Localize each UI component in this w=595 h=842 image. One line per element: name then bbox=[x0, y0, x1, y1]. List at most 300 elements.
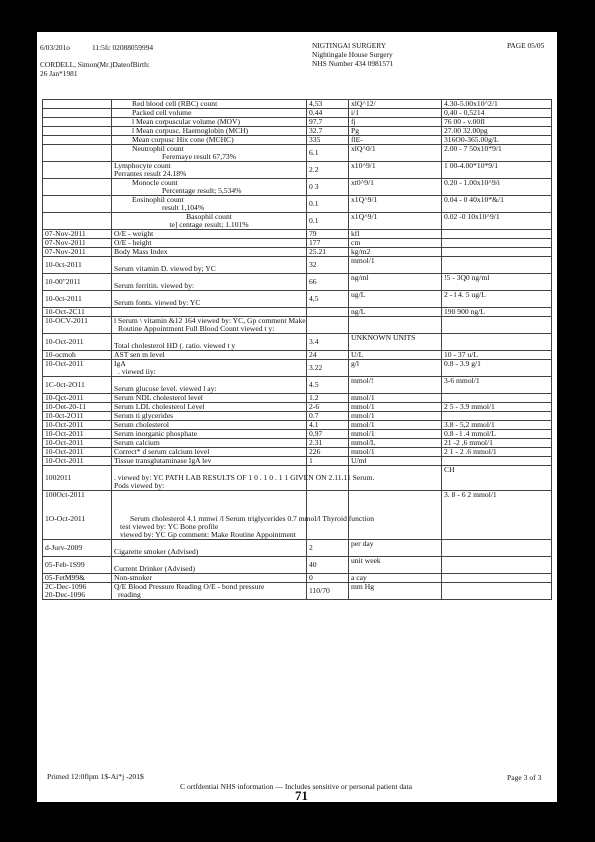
cell-text: cm bbox=[351, 238, 361, 247]
document-page bbox=[37, 32, 557, 802]
row-date bbox=[43, 317, 112, 334]
page-stamp: 71 bbox=[295, 788, 308, 803]
cell-text: 316O0-365.00g/L bbox=[444, 135, 499, 144]
row-date-text: 05-FetM99& bbox=[45, 573, 86, 582]
header-center bbox=[312, 41, 394, 68]
cell-text: 3. 8 - 6 2 mmol/1 bbox=[444, 490, 497, 499]
table-row bbox=[43, 466, 552, 491]
description-line: Eosinophil count bbox=[132, 195, 184, 204]
results-table bbox=[42, 99, 552, 600]
cell-text: xlQ^12/ bbox=[351, 99, 376, 108]
row-range bbox=[442, 291, 552, 308]
cell-text: !5 - 3Q0 ng/ml bbox=[444, 273, 490, 282]
table-row bbox=[43, 145, 552, 162]
description-line: Routine Appointment Full Blood Count viewed t y: bbox=[118, 324, 275, 333]
row-value bbox=[307, 583, 349, 600]
cell-text: mm Hg bbox=[351, 582, 374, 591]
row-description bbox=[112, 317, 307, 334]
description-line: Total cholesterol HD (. ratio. viewed t y bbox=[114, 341, 236, 350]
row-date-text: 1C-0ct-2O11 bbox=[45, 380, 85, 389]
row-value bbox=[307, 334, 349, 351]
table-row bbox=[43, 196, 552, 213]
description-line: Serum ferritin. viewed by: bbox=[114, 281, 195, 290]
row-description bbox=[112, 274, 307, 291]
cell-text: 66 bbox=[309, 277, 317, 286]
row-date-text: 10-0ct-2011 bbox=[45, 294, 82, 303]
row-range bbox=[442, 230, 552, 239]
description-line: Cigarette smoker (Advised) bbox=[114, 547, 199, 556]
description-line bbox=[114, 491, 304, 499]
row-description bbox=[112, 377, 307, 394]
row-date bbox=[43, 457, 112, 466]
cell-text: mmol/1 bbox=[351, 393, 375, 402]
table-row bbox=[43, 291, 552, 308]
description-line: Mean corpusc Hix cone (MCHC) bbox=[132, 135, 234, 144]
row-date-text: 07-Nov-2011 bbox=[45, 238, 86, 247]
description-line: Serum vitamin D. viewed by; YC bbox=[114, 264, 216, 273]
row-unit bbox=[349, 109, 442, 118]
cell-text: 79 bbox=[309, 229, 317, 238]
row-unit bbox=[349, 334, 442, 351]
row-description bbox=[112, 291, 307, 308]
row-description bbox=[112, 248, 307, 257]
row-unit bbox=[349, 377, 442, 394]
row-date bbox=[43, 360, 112, 377]
row-unit bbox=[349, 308, 442, 317]
description-line: Serum cholesterol 4.1 mmwi /l Serum triglycerides 0.7 mmol/l Thyroid function bbox=[130, 514, 375, 523]
cell-text: 2 1 - 2 .6 mmol/1 bbox=[444, 447, 497, 456]
cell-text: 2-6 bbox=[309, 402, 320, 411]
row-unit bbox=[349, 100, 442, 109]
row-unit bbox=[349, 583, 442, 600]
description-line: test viewed by: YC Bone profile bbox=[120, 522, 219, 531]
row-range bbox=[442, 466, 552, 491]
cell-text: 1 bbox=[309, 456, 313, 465]
row-unit bbox=[349, 230, 442, 239]
row-value bbox=[307, 317, 349, 334]
row-unit bbox=[349, 557, 442, 574]
row-date-text: 10-0ct-2O11 bbox=[45, 411, 84, 420]
cell-text: 0.8 - 3.9 g/1 bbox=[444, 359, 481, 368]
description-line: Body Mass Index bbox=[114, 247, 168, 256]
cell-text: 4.30-5.00x10^2/1 bbox=[444, 99, 498, 108]
row-description bbox=[112, 557, 307, 574]
cell-text: 2 5 - 3.9 mmol/1 bbox=[444, 402, 495, 411]
description-line: Current Drinker (Advised) bbox=[114, 564, 195, 573]
description-line: Serum NDL cholesterol level bbox=[114, 393, 203, 402]
cell-text: 3.8 - 5,2 mmol/1 bbox=[444, 420, 495, 429]
table-row bbox=[43, 491, 552, 540]
row-value bbox=[307, 274, 349, 291]
cell-text: 0.04 - 0 40x10*&/1 bbox=[444, 195, 504, 204]
row-value bbox=[307, 291, 349, 308]
row-date-text: 07-Nov-2011 bbox=[45, 247, 86, 256]
row-description bbox=[112, 145, 307, 162]
cell-text: 2 bbox=[309, 543, 313, 552]
row-range bbox=[442, 248, 552, 257]
cell-text: 21 -2 ,6 mmol/1 bbox=[444, 438, 493, 447]
row-date bbox=[43, 274, 112, 291]
cell-text: 4.5 bbox=[309, 380, 319, 389]
row-date-text: 10-Oct-2011 bbox=[45, 420, 84, 429]
row-description bbox=[112, 351, 307, 360]
description-line: Monocle count bbox=[132, 178, 178, 187]
row-date-text: 10-Oet-20-11 bbox=[45, 402, 87, 411]
row-date bbox=[43, 377, 112, 394]
cell-text: ug/L bbox=[351, 290, 366, 299]
cell-text: 226 bbox=[309, 447, 321, 456]
row-date-text: 10-Oct-2C11 bbox=[45, 307, 85, 316]
cell-text: 2.2 bbox=[309, 165, 319, 174]
cell-text: mmol/1 bbox=[351, 429, 375, 438]
row-range bbox=[442, 377, 552, 394]
row-date-text: 10-Oct-2011 bbox=[45, 438, 84, 447]
printed-timestamp: Primed 12:0flpm 1$-Ai*j -201$ bbox=[47, 772, 144, 781]
row-unit bbox=[349, 213, 442, 230]
cell-text: 4,5 bbox=[309, 294, 319, 303]
table-row bbox=[43, 257, 552, 274]
cell-text: 0.7 bbox=[309, 411, 319, 420]
description-line: l Mean corpuscular volume (MOV) bbox=[132, 117, 240, 126]
cell-text: 10 - 37 u/L bbox=[444, 350, 478, 359]
cell-text: 4,53 bbox=[309, 99, 323, 108]
row-date bbox=[43, 118, 112, 127]
cell-text: i/1 bbox=[351, 108, 360, 117]
row-date bbox=[43, 466, 112, 491]
row-date-text: 10-Oct-2011 bbox=[45, 456, 84, 465]
row-date bbox=[43, 491, 112, 540]
row-value bbox=[307, 213, 349, 230]
row-date bbox=[43, 136, 112, 145]
row-unit bbox=[349, 145, 442, 162]
table-row bbox=[43, 213, 552, 230]
row-date bbox=[43, 179, 112, 196]
cell-text: mmol/! bbox=[351, 376, 374, 385]
row-date bbox=[43, 196, 112, 213]
row-range bbox=[442, 540, 552, 557]
row-value bbox=[307, 557, 349, 574]
cell-text: 32 bbox=[309, 260, 317, 269]
cell-text: 335 bbox=[309, 135, 321, 144]
description-line: Correct* d serum calcium level bbox=[114, 447, 210, 456]
row-range bbox=[442, 574, 552, 583]
row-range bbox=[442, 457, 552, 466]
row-unit bbox=[349, 118, 442, 127]
cell-text: 0 3 bbox=[309, 182, 319, 191]
description-line: Non-smoker bbox=[114, 573, 152, 582]
cell-text: U/L bbox=[351, 350, 364, 359]
row-range bbox=[442, 179, 552, 196]
table-row bbox=[43, 334, 552, 351]
table-row bbox=[43, 377, 552, 394]
cell-text: 76 00 - v.00fl bbox=[444, 117, 485, 126]
cell-text: 0,97 bbox=[309, 429, 323, 438]
description-line: IgA bbox=[114, 359, 126, 368]
row-range bbox=[442, 308, 552, 317]
cell-text: unit week bbox=[351, 556, 381, 565]
row-description bbox=[112, 257, 307, 274]
row-value bbox=[307, 540, 349, 557]
row-date-text: 10-Qct-2011 bbox=[45, 393, 84, 402]
table-row bbox=[43, 583, 552, 600]
cell-text: xt0^9/1 bbox=[351, 178, 374, 187]
cell-text: mmol/1 bbox=[351, 256, 375, 265]
row-date bbox=[43, 213, 112, 230]
row-description bbox=[112, 334, 307, 351]
cell-text: 97.7 bbox=[309, 117, 323, 126]
cell-text: 110/70 bbox=[309, 586, 330, 595]
cell-text: 25.21 bbox=[309, 247, 327, 256]
row-date bbox=[43, 557, 112, 574]
row-unit bbox=[349, 257, 442, 274]
cell-text: per day bbox=[351, 539, 374, 548]
row-unit bbox=[349, 540, 442, 557]
row-date-text: 1O-Oct-2011 bbox=[45, 514, 86, 523]
row-description bbox=[112, 466, 375, 491]
header-time-fax: 11:5fc 02088059994 bbox=[91, 43, 154, 52]
description-line: Packed cell volume bbox=[132, 108, 192, 117]
description-line: reading bbox=[118, 590, 141, 599]
description-line: Serum cholesterol bbox=[114, 420, 170, 429]
row-range bbox=[442, 213, 552, 230]
description-line: Red blood cell (RBC) count bbox=[132, 99, 218, 108]
row-date-text: 1002011 bbox=[45, 473, 72, 482]
row-description bbox=[112, 540, 307, 557]
page-of: Page 3 of 3 bbox=[507, 773, 542, 782]
practice-name: NIGTINGAl SURGERY bbox=[312, 41, 387, 50]
description-line: AST sen m level bbox=[114, 350, 165, 359]
table-row bbox=[43, 317, 552, 334]
description-line: Percentage result; 5,534% bbox=[162, 186, 242, 195]
table-row bbox=[43, 274, 552, 291]
row-description bbox=[112, 457, 307, 466]
cell-text: UNKNOWN UNITS bbox=[351, 333, 416, 342]
description-line: O/E - weight bbox=[114, 229, 154, 238]
row-unit bbox=[349, 274, 442, 291]
cell-text: 2 - l 4. 5 ug/L bbox=[444, 290, 486, 299]
table-row bbox=[43, 360, 552, 377]
patient-dob: 26 Jan*1981 bbox=[40, 69, 78, 78]
row-date-text: 100Oct-2011 bbox=[45, 490, 85, 499]
row-value bbox=[307, 179, 349, 196]
cell-text: 24 bbox=[309, 350, 317, 359]
cell-text: 190 900 ng/L bbox=[444, 307, 485, 316]
row-date-text: 10-OCV-2011 bbox=[45, 316, 88, 325]
cell-text: xlQ^0/1 bbox=[351, 144, 376, 153]
row-date-text: 10-00"2011 bbox=[45, 277, 81, 286]
cell-text: flE- bbox=[351, 135, 363, 144]
cell-text: 40 bbox=[309, 560, 317, 569]
row-date bbox=[43, 145, 112, 162]
description-line: Lymphocyte count bbox=[114, 161, 171, 170]
cell-text: 6.1 bbox=[309, 148, 319, 157]
row-date bbox=[43, 257, 112, 274]
cell-text: 3.4 bbox=[309, 337, 319, 346]
cell-text: 2.31 bbox=[309, 438, 323, 447]
row-value bbox=[307, 248, 349, 257]
description-line: Pods viewed by: bbox=[114, 481, 165, 490]
table-row bbox=[43, 557, 552, 574]
cell-text: x1Q^9/1 bbox=[351, 195, 378, 204]
cell-text: 4.1 bbox=[309, 420, 319, 429]
description-line: Perrantes result 24.18% bbox=[114, 169, 187, 178]
description-line: te] centage result; 1.101% bbox=[169, 220, 249, 229]
row-date-text: 07-Nov-2011 bbox=[45, 229, 86, 238]
row-unit bbox=[349, 196, 442, 213]
cell-text: mmol/1 bbox=[351, 420, 375, 429]
table-row bbox=[43, 248, 552, 257]
cell-text: 0,40 - 0,5214 bbox=[444, 108, 485, 117]
table-row bbox=[43, 457, 552, 466]
description-line: l Mean corpusc. Haemoglobin (MCH) bbox=[132, 126, 249, 135]
row-date-text: 10-Oct-2011 bbox=[45, 359, 84, 368]
row-date-text: 05-Feb-1S99 bbox=[45, 560, 85, 569]
row-range bbox=[442, 360, 552, 377]
table-row bbox=[43, 179, 552, 196]
row-date-text: 10-ocmoh bbox=[45, 350, 76, 359]
row-date bbox=[43, 334, 112, 351]
row-date bbox=[43, 248, 112, 257]
description-line: l Serum \ vitamin &12 164 viewed by: YC, Gp comment Make bbox=[114, 316, 306, 325]
row-unit bbox=[349, 291, 442, 308]
description-line: Neutrophil count bbox=[132, 144, 184, 153]
row-date-text: 10-0ct-2011 bbox=[45, 260, 82, 269]
cell-text: CH bbox=[444, 465, 455, 474]
description-line: Serum ti glycerides bbox=[114, 411, 174, 420]
row-value bbox=[307, 257, 349, 274]
row-value bbox=[307, 360, 349, 377]
row-date bbox=[43, 583, 112, 600]
description-line: Q/E Blood Pressure Reading O/E - bond pressure bbox=[114, 582, 265, 591]
row-range bbox=[442, 334, 552, 351]
cell-text: fj bbox=[351, 117, 356, 126]
cell-text: mmol/1 bbox=[351, 411, 375, 420]
row-range bbox=[442, 557, 552, 574]
row-description bbox=[112, 179, 307, 196]
row-date bbox=[43, 540, 112, 557]
description-line: Serum calcium bbox=[114, 438, 160, 447]
row-date bbox=[43, 291, 112, 308]
results-table-body bbox=[43, 100, 552, 600]
cell-text: g/l bbox=[351, 359, 360, 368]
nhs-number: NHS Number 434 0981571 bbox=[312, 59, 394, 68]
row-range bbox=[442, 162, 552, 179]
surgery-name: Nightingale House Surgery bbox=[312, 50, 393, 59]
row-range bbox=[442, 274, 552, 291]
row-value bbox=[307, 145, 349, 162]
cell-text: 0.1 bbox=[309, 199, 319, 208]
cell-text: 27.00 32.00pg bbox=[444, 126, 488, 135]
row-description bbox=[112, 213, 307, 230]
cell-text: 3.22 bbox=[309, 363, 323, 372]
cell-text: 32.7 bbox=[309, 126, 323, 135]
table-row bbox=[43, 540, 552, 557]
page-indicator: PAGE 05/05 bbox=[507, 41, 545, 50]
row-description bbox=[112, 491, 375, 540]
cell-text: ng/ml bbox=[351, 273, 369, 282]
header-date: 6/03/201o bbox=[40, 43, 70, 52]
cell-text: 177 bbox=[309, 238, 321, 247]
row-unit bbox=[349, 351, 442, 360]
row-unit bbox=[349, 179, 442, 196]
row-value bbox=[307, 377, 349, 394]
row-value bbox=[307, 351, 349, 360]
row-range bbox=[442, 448, 552, 457]
description-line bbox=[114, 499, 304, 507]
row-date bbox=[43, 127, 112, 136]
row-range bbox=[442, 403, 552, 412]
cell-text: 0.44 bbox=[309, 108, 323, 117]
row-unit bbox=[349, 317, 442, 334]
row-range bbox=[442, 145, 552, 162]
row-range bbox=[442, 196, 552, 213]
description-line: viewed by: YC Gp comment: Make Routine Appointment bbox=[120, 530, 296, 539]
row-value bbox=[307, 162, 349, 179]
row-date-text: d-Jurv-2009 bbox=[45, 543, 83, 552]
description-line: O/E - height bbox=[114, 238, 152, 247]
row-range bbox=[442, 239, 552, 248]
cell-text: 1 00-4.00*10*9/1 bbox=[444, 161, 498, 170]
cell-text: mmol/1 bbox=[351, 402, 375, 411]
row-value bbox=[307, 196, 349, 213]
row-date-text: 10-Oct-2011 bbox=[45, 429, 84, 438]
cell-text: 0 bbox=[309, 573, 313, 582]
row-range bbox=[442, 317, 552, 334]
confidential-notice: C ortfdentiai NHS information — Includes sensitive or personal patient data bbox=[180, 782, 412, 791]
row-date-text: 10-Oct-2011 bbox=[45, 447, 84, 456]
cell-text: 1.2 bbox=[309, 393, 319, 402]
row-description bbox=[112, 162, 307, 179]
cell-text: Pg bbox=[351, 126, 360, 135]
description-line: result 1,104% bbox=[162, 203, 205, 212]
row-range bbox=[442, 583, 552, 600]
cell-text: 3-6 mmol/1 bbox=[444, 376, 480, 385]
cell-text: mmol/1 bbox=[351, 447, 375, 456]
cell-text: x1Q^9/1 bbox=[351, 212, 378, 221]
description-line: . viewed iiy: bbox=[118, 367, 156, 376]
row-date bbox=[43, 162, 112, 179]
cell-text: mmol/L bbox=[351, 438, 376, 447]
row-unit bbox=[349, 360, 442, 377]
row-date bbox=[43, 109, 112, 118]
description-line: Basophil count bbox=[186, 212, 232, 221]
row-description bbox=[112, 583, 307, 600]
description-line: Serum LDL cholesterol Level bbox=[114, 402, 205, 411]
cell-text: ng/L bbox=[351, 307, 366, 316]
row-range bbox=[442, 257, 552, 274]
row-date-text: 20-Dec-1096 bbox=[45, 590, 86, 599]
cell-text: 0.8 - l .4 mmol/L bbox=[444, 429, 496, 438]
row-range bbox=[442, 491, 552, 540]
description-line: Serum fonts. viewed by: YC bbox=[114, 298, 201, 307]
cell-text: a cay bbox=[351, 573, 367, 582]
cell-text: U/ml bbox=[351, 456, 367, 465]
description-line: Tissue transglutaminase IgA lev bbox=[114, 456, 212, 465]
cell-text: 0.02 -0 10x10^9/1 bbox=[444, 212, 500, 221]
row-unit bbox=[349, 162, 442, 179]
row-value bbox=[307, 136, 349, 145]
row-unit bbox=[349, 457, 442, 466]
header-left bbox=[40, 43, 153, 78]
cell-text: kfl bbox=[351, 229, 360, 238]
row-description bbox=[112, 196, 307, 213]
table-row bbox=[43, 162, 552, 179]
cell-text: 0.20 - 1.00x10^9/i bbox=[444, 178, 500, 187]
row-value bbox=[307, 457, 349, 466]
row-value bbox=[307, 308, 349, 317]
cell-text: x10^9/1 bbox=[351, 161, 376, 170]
description-line: Serum inorganic phosphate bbox=[114, 429, 197, 438]
